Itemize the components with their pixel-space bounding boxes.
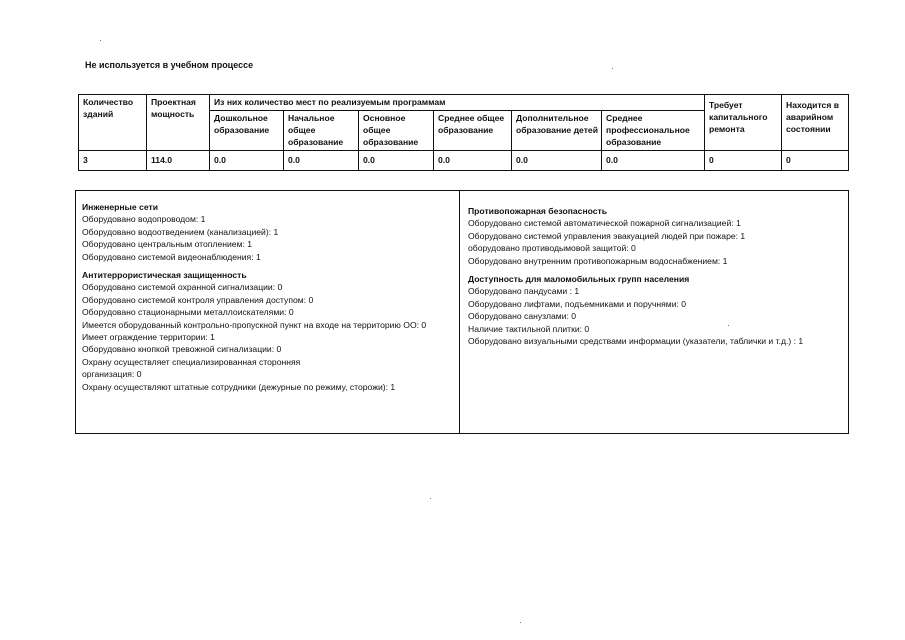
scan-speck	[612, 68, 613, 69]
section-title-antiterror: Антитеррористическая защищенность	[82, 270, 247, 281]
header-repair: Требует капитального ремонта	[705, 95, 782, 151]
list-item: Оборудовано водоотведением (канализацией): 1	[82, 226, 279, 237]
list-item: Оборудовано санузлами: 0	[468, 311, 577, 322]
list-item: организация: 0	[82, 369, 142, 380]
list-item: Имеется оборудованный контрольно-пропускной пункт на входе на территорию ОО: 0	[82, 319, 427, 330]
list-item: Оборудовано системой охранной сигнализации: 0	[82, 282, 283, 293]
list-item: Наличие тактильной плитки: 0	[468, 323, 590, 334]
list-item: Оборудовано визуальными средствами информации (указатели, таблички и т.д.) : 1	[468, 336, 804, 347]
value-repair: 0	[705, 151, 782, 171]
value-buildings: 3	[79, 151, 147, 171]
list-item: Оборудовано центральным отоплением: 1	[82, 239, 253, 250]
value-capacity: 114.0	[147, 151, 210, 171]
list-item: Оборудовано лифтами, подъемниками и поручнями: 0	[468, 298, 687, 309]
header-programs: Из них количество мест по реализуемым программам	[210, 95, 705, 111]
header-buildings: Количество зданий	[79, 95, 147, 151]
section-title-accessibility: Доступность для маломобильных групп населения	[468, 274, 690, 285]
list-item: Оборудовано системой видеонаблюдения: 1	[82, 251, 261, 262]
list-item: Оборудовано системой контроля управления доступом: 0	[82, 294, 314, 305]
list-item: Оборудовано системой автоматической пожарной сигнализацией: 1	[468, 218, 741, 229]
header-program: Дошкольное образование	[210, 111, 284, 151]
header-emergency: Находится в аварийном состоянии	[782, 95, 849, 151]
value-program: 0.0	[602, 151, 705, 171]
table-row	[79, 151, 849, 171]
value-program: 0.0	[210, 151, 284, 171]
list-item: Охрану осуществляют штатные сотрудники (дежурные по режиму, сторожи): 1	[82, 381, 396, 392]
header-program: Среднее профессиональное образование	[602, 111, 705, 151]
value-program: 0.0	[512, 151, 602, 171]
list-item: Оборудовано водопроводом: 1	[82, 214, 206, 225]
left-column	[76, 191, 460, 433]
list-item: Оборудовано системой управления эвакуацией людей при пожаре: 1	[468, 230, 746, 241]
list-item: Оборудовано внутренним противопожарным водоснабжением: 1	[468, 255, 728, 266]
scan-speck	[430, 498, 431, 499]
list-item: Охрану осуществляет специализированная сторонняя	[82, 356, 301, 367]
value-program: 0.0	[284, 151, 359, 171]
header-program: Начальное общее образование	[284, 111, 359, 151]
scan-speck	[728, 325, 729, 326]
capacity-table	[78, 94, 849, 171]
scan-speck	[100, 40, 101, 41]
page-heading: Не используется в учебном процессе	[85, 60, 254, 70]
scan-speck	[520, 622, 521, 623]
value-emergency: 0	[782, 151, 849, 171]
value-program: 0.0	[359, 151, 434, 171]
header-program: Среднее общее образование	[434, 111, 512, 151]
header-program: Основное общее образование	[359, 111, 434, 151]
list-item: Оборудовано стационарными металлоискателями: 0	[82, 307, 294, 318]
list-item: оборудовано противодымовой защитой: 0	[468, 243, 636, 254]
value-program: 0.0	[434, 151, 512, 171]
list-item: Имеет ограждение территории: 1	[82, 332, 215, 343]
facility-details-box	[75, 190, 849, 434]
header-program: Дополнительное образование детей	[512, 111, 602, 151]
list-item: Оборудовано пандусами : 1	[468, 286, 580, 297]
header-capacity: Проектная мощность	[147, 95, 210, 151]
list-item: Оборудовано кнопкой тревожной сигнализации: 0	[82, 344, 282, 355]
section-title-engineering: Инженерные сети	[82, 202, 158, 212]
right-column	[460, 191, 848, 433]
section-title-fire-safety: Противопожарная безопасность	[468, 206, 608, 216]
